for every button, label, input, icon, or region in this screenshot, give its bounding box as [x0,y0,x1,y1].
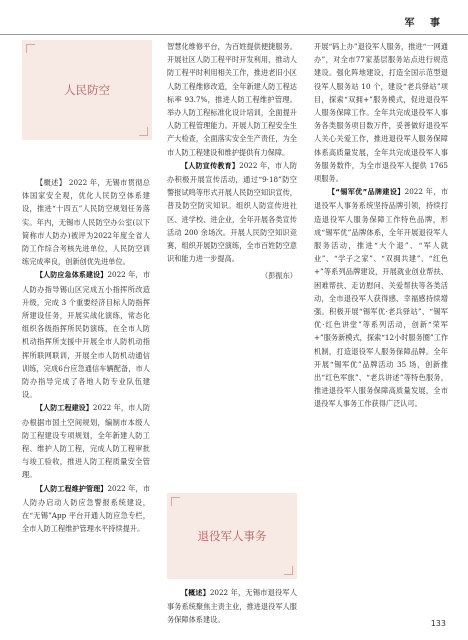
running-title: 军 事 [404,18,446,29]
corner-ornament [284,566,293,575]
column-1 [22,176,150,616]
paragraph-text: 2022 年，无锡市退役军人事务系统聚焦主责主业，推进退役军人服务保障体系建设。 [167,588,297,625]
paragraph [167,40,297,159]
header-rule [0,34,468,35]
section-title: 人民防空 [64,83,110,97]
paragraph [167,586,297,627]
column-3 [314,40,448,600]
author-credit: （彭振东） [261,271,297,281]
paragraph-heading: 【“锡军优”品牌建设】 [328,188,405,197]
paragraph-text: 【概述】 2022 年，无锡市贯彻总体国家安全观，优化人民防空体系建设，推进“十四五”人民防空规划任务落实。年内，无锡市人民防空办公室(以下简称市人防办)被评为2022年度全省人防工作综合考核先进单位，人民防空训练完成率良，创新创优先进单位。 [22,178,150,267]
column-2-bottom [167,586,297,634]
page-number: 133 [430,619,446,628]
paragraph-heading: 【人防宣传教育】 [181,161,240,170]
corner-ornament [171,497,180,506]
paragraph-text: 智慧化维修平台，为百姓提供便捷服务。开展社区人防工程平时开发利用，推动人防工程平时利用相关工作，推进老旧小区人防工程维修改造，全年新建人防工程达标率 93.7%，推进人防工程维护管理。举办人防工程标准化设计培训，全面提升人防工程管理能力。开展人防工程安全生产大检查，全面落实安全生产责任，为全市人防工程建设和维护提供有力保障。 [167,42,297,157]
paragraph-text: 2022 年，市退役军人事务系统坚持品牌引领，持续打造退役军人服务保障工作特色品牌，形成“锡军优”品牌体系，全年开展退役军人服务活动，推进“大个退”、“军人就业”、“学子之家”、“双拥共建”、“红色+”等系列品牌建设，开展就业创业帮扶、困难帮扶、走访慰问、关爱帮扶等各类活动，全市退役军人获得感、幸福感持续增强。积极开展“锡军优·老兵驿站”、“锡军优·红色讲堂”等系列活动，创新“荣军+”服务新模式，探索“12小时服务圈”工作机制，打造退役军人服务保障品牌。全年开展“锡军优”品牌活动 35 场，创新推出“红色军旅”、“老兵讲述”等特色服务，推进退役军人服务保障高质量发展，全市退役军人事务工作获得广泛认可。 [314,187,448,409]
section-banner-civil-defense [22,40,152,140]
paragraph [314,185,448,410]
paragraph-heading: 【概述】 [181,589,210,597]
corner-ornament [139,127,148,136]
section-title: 退役军人事务 [197,529,267,543]
paragraph-heading: 【人防应急体系建设】 [36,271,108,280]
paragraph-heading: 【人防工程建设】 [36,404,93,413]
paragraph [167,159,297,266]
paragraph [22,401,150,481]
section-banner-veterans [167,493,297,579]
corner-ornament [26,44,35,53]
paragraph-text: 开展“码上办”退役军人服务，推进“一网通办”，对全市77家基层服务站点进行规范建设。强化阵地建设，打造全国示范型退役军人服务站 10 个，建设“老兵驿站”项目，探索“双拥+”服务模式，促进退役军人服务保障工作。全年共完成退役军人事务各类服务项目数万件，妥善做好退役军人关心关爱工作，推进退役军人服务保障体系高质量发展，全年共完成退役军人事务服务数件，为全市退役军人提供 1765 项服务。 [314,42,448,184]
paragraph-heading: 【人防工程维护管理】 [36,484,108,493]
paragraph-text: 2022 年，市人防办指导锡山区完成五小指挥所改造升级，完成 3 个重要经济目标人防指挥所建设任务，开展实战化演练，常态化组织各级指挥所民防演练，在全市人防机动指挥所支援中开展全市人防机动指挥所联网联训，开展全市人防机动通信训练，完成6台应急通信车辆配备，市人防办指导完成了各地人防专业队伍建设。 [22,270,150,400]
paragraph [22,482,150,536]
paragraph-text: 2022 年，市人防办根据市国土空间规划，编制市本级人防工程建设专项规划，全年新建人防工程、维护人防工程，完成人防工程审批与竣工验收，推进人防工程质量安全管理。 [22,403,150,480]
paragraph [22,268,150,401]
paragraph [22,176,150,268]
column-2-top [167,40,297,486]
paragraph-text: 2022 年，市人防办积极开展宣传活动，通过“9·18”防空警报试鸣等形式开展人民防空知识宣传，普及防空防灾知识。组织人防宣传进社区、进学校、进企业，全年开展各类宣传活动 200 余场次。开展人民防空知识竞赛，组织开展防空演练，全市百姓防空意识和能力进一步提高。 [167,160,297,264]
paragraph [314,40,448,185]
paragraph-text: 2022 年，市人防办启动人防应急警报系统建设，在“无锡”App 平台开通人防应急专栏，全市人防工程维护管理水平持续提升。 [22,483,150,534]
